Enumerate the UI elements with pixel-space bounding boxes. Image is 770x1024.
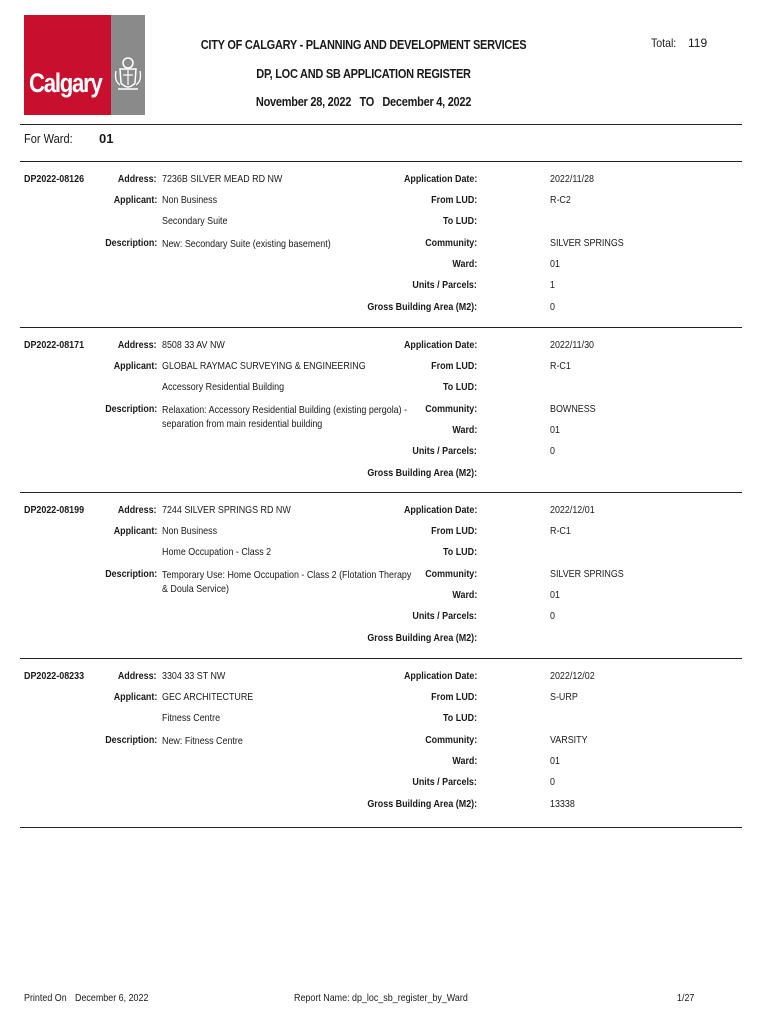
community-value: VARSITY [550, 734, 588, 746]
application-date-label: Application Date: [403, 173, 477, 185]
report-title: CITY OF CALGARY - PLANNING AND DEVELOPMENT SERVICES [200, 38, 527, 52]
total-label: Total: [651, 36, 677, 50]
dp-number: DP2022-08233 [24, 670, 85, 682]
description-value: Relaxation: Accessory Residential Building (existing pergola) - separation from main residential building [162, 404, 408, 430]
from-lud-value: S-URP [550, 691, 578, 703]
community-value: BOWNESS [550, 403, 596, 415]
address-value: 7236B SILVER MEAD RD NW [162, 173, 283, 185]
address-label: Address: [118, 670, 157, 682]
logo-red-block [24, 15, 111, 115]
ward-value: 01 [550, 755, 560, 767]
to-lud-label: To LUD: [442, 546, 477, 558]
applicant-label: Applicant: [113, 360, 157, 372]
description-value: New: Fitness Centre [162, 735, 243, 747]
from-lud-value: R-C1 [550, 360, 571, 372]
community-value: SILVER SPRINGS [550, 568, 624, 580]
from-lud-label: From LUD: [430, 194, 477, 206]
ward-label: Ward: [452, 755, 477, 767]
applicant-label: Applicant: [113, 691, 157, 703]
community-label: Community: [424, 568, 477, 580]
printed-on-label: Printed On [24, 992, 67, 1004]
application-record [0, 339, 770, 499]
use-value: Home Occupation - Class 2 [162, 546, 272, 558]
address-label: Address: [118, 339, 157, 351]
application-date-value: 2022/12/02 [550, 670, 595, 682]
ward-label: Ward: [452, 258, 477, 270]
from-lud-value: R-C1 [550, 525, 571, 537]
to-lud-label: To LUD: [442, 215, 477, 227]
calgary-logo-text: Calgary [29, 68, 102, 98]
address-value: 3304 33 ST NW [162, 670, 226, 682]
page-number: 1/27 [677, 992, 695, 1004]
gross-area-label: Gross Building Area (M2): [367, 798, 477, 810]
gross-area-value: 13338 [550, 798, 575, 810]
ward-label: For Ward: [24, 131, 73, 146]
use-value: Accessory Residential Building [162, 381, 285, 393]
from-lud-label: From LUD: [430, 525, 477, 537]
applicant-value: GLOBAL RAYMAC SURVEYING & ENGINEERING [162, 360, 366, 372]
description-value: New: Secondary Suite (existing basement) [162, 238, 331, 250]
total-value: 119 [688, 36, 708, 50]
report-date-range: November 28, 2022 TO December 4, 2022 [255, 95, 472, 109]
city-crest-icon [113, 55, 143, 95]
record-divider [20, 658, 742, 659]
description-label: Description: [104, 237, 157, 249]
from-lud-label: From LUD: [430, 691, 477, 703]
report-subtitle: DP, LOC AND SB APPLICATION REGISTER [256, 67, 471, 81]
units-parcels-label: Units / Parcels: [412, 776, 477, 788]
description-label: Description: [104, 568, 157, 580]
record-divider [20, 327, 742, 328]
ward-label: Ward: [452, 589, 477, 601]
community-value: SILVER SPRINGS [550, 237, 624, 249]
description-label: Description: [104, 403, 157, 415]
address-label: Address: [118, 504, 157, 516]
units-parcels-value: 0 [550, 776, 555, 788]
applicant-label: Applicant: [113, 525, 157, 537]
application-date-label: Application Date: [403, 504, 477, 516]
from-lud-label: From LUD: [430, 360, 477, 372]
address-label: Address: [118, 173, 157, 185]
application-date-value: 2022/11/28 [550, 173, 595, 185]
to-lud-label: To LUD: [442, 712, 477, 724]
ward-value: 01 [550, 589, 560, 601]
applicant-value: Non Business [162, 525, 218, 537]
ward-divider [20, 161, 742, 162]
header-divider [20, 124, 742, 125]
applicant-value: Non Business [162, 194, 218, 206]
application-date-value: 2022/12/01 [550, 504, 595, 516]
use-value: Fitness Centre [162, 712, 221, 724]
end-divider [20, 827, 742, 828]
from-lud-value: R-C2 [550, 194, 571, 206]
application-record [0, 670, 770, 830]
ward-value: 01 [550, 258, 560, 270]
units-parcels-value: 0 [550, 445, 555, 457]
printed-on-date: December 6, 2022 [75, 992, 149, 1004]
dp-number: DP2022-08171 [24, 339, 85, 351]
gross-area-label: Gross Building Area (M2): [367, 467, 477, 479]
record-divider [20, 492, 742, 493]
units-parcels-label: Units / Parcels: [412, 445, 477, 457]
address-value: 7244 SILVER SPRINGS RD NW [162, 504, 291, 516]
units-parcels-value: 0 [550, 610, 555, 622]
units-parcels-label: Units / Parcels: [412, 610, 477, 622]
units-parcels-value: 1 [550, 279, 555, 291]
dp-number: DP2022-08126 [24, 173, 85, 185]
units-parcels-label: Units / Parcels: [412, 279, 477, 291]
application-date-label: Application Date: [403, 670, 477, 682]
description-value: Temporary Use: Home Occupation - Class 2 (Flotation Therapy & Doula Service) [162, 569, 412, 595]
report-name: Report Name: dp_loc_sb_register_by_Ward [294, 992, 468, 1004]
to-lud-label: To LUD: [442, 381, 477, 393]
applicant-label: Applicant: [113, 194, 157, 206]
description-label: Description: [104, 734, 157, 746]
application-date-value: 2022/11/30 [550, 339, 595, 351]
dp-number: DP2022-08199 [24, 504, 85, 516]
ward-label: Ward: [452, 424, 477, 436]
ward-value: 01 [99, 131, 114, 146]
community-label: Community: [424, 403, 477, 415]
gross-area-value: 0 [550, 301, 555, 313]
gross-area-label: Gross Building Area (M2): [367, 301, 477, 313]
applicant-value: GEC ARCHITECTURE [162, 691, 254, 703]
community-label: Community: [424, 237, 477, 249]
use-value: Secondary Suite [162, 215, 228, 227]
ward-value: 01 [550, 424, 560, 436]
application-record [0, 504, 770, 664]
community-label: Community: [424, 734, 477, 746]
application-record [0, 173, 770, 333]
application-date-label: Application Date: [403, 339, 477, 351]
address-value: 8508 33 AV NW [162, 339, 225, 351]
gross-area-label: Gross Building Area (M2): [367, 632, 477, 644]
